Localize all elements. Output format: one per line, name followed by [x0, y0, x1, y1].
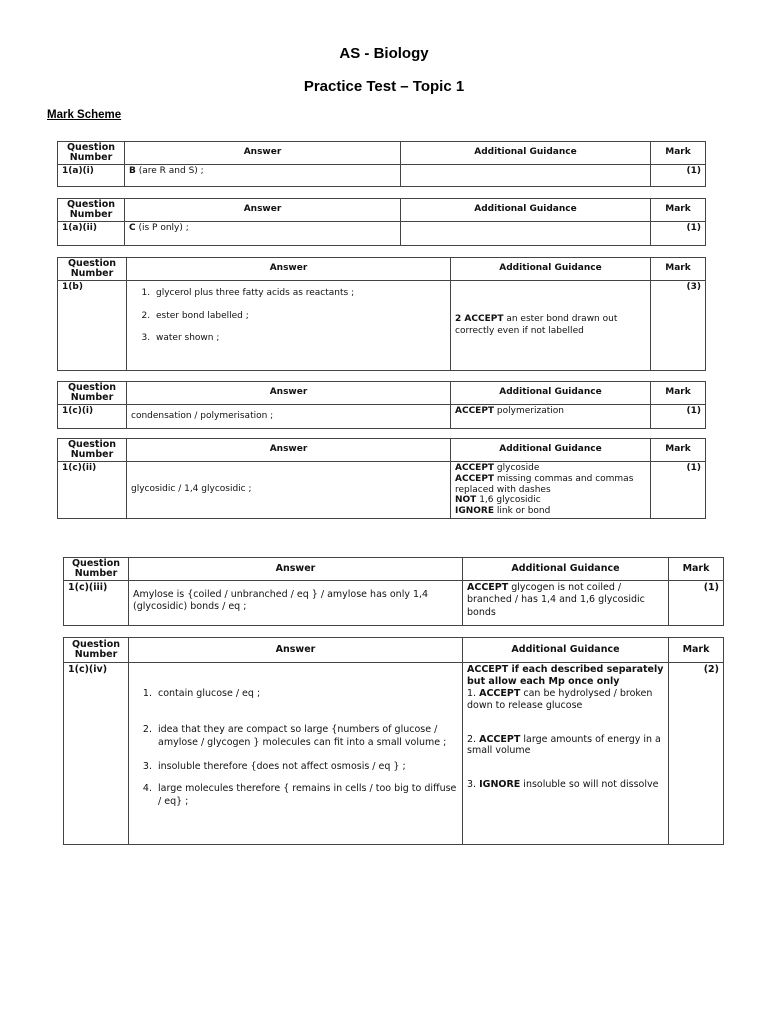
answer-item: 4. large molecules therefore { remains in cells / too big to diffuse / eq} ;	[155, 783, 458, 808]
header-guidance: Additional Guidance	[451, 382, 651, 405]
guidance-keyword: ACCEPT	[455, 463, 495, 473]
answer-cell: Amylose is {coiled / unbranched / eq } / amylose has only 1,4 (glycosidic) bonds / eq ;	[129, 581, 463, 626]
guidance-keyword: ACCEPT	[479, 687, 521, 699]
header-guidance: Additional Guidance	[463, 558, 669, 581]
guidance-num: 3.	[467, 779, 477, 791]
answer-cell: condensation / polymerisation ;	[127, 405, 451, 429]
question-number: 1(b)	[58, 281, 127, 371]
header-mark: Mark	[669, 638, 724, 663]
header-question-number: Question Number	[64, 558, 129, 581]
question-number: 1(c)(ii)	[58, 462, 127, 519]
guidance-keyword: ACCEPT	[455, 406, 495, 416]
header-answer: Answer	[125, 199, 401, 222]
header-mark: Mark	[651, 439, 706, 462]
table-q1civ	[63, 637, 724, 845]
guidance-line	[467, 734, 664, 758]
guidance-num: 1.	[467, 687, 477, 699]
header-question-number: Question Number	[58, 199, 125, 222]
answer-list	[133, 688, 458, 808]
header-question-number: Question Number	[58, 142, 125, 165]
header-question-number: Question Number	[58, 382, 127, 405]
guidance-cell	[451, 281, 651, 371]
question-number: 1(c)(iv)	[64, 663, 129, 845]
answer-list	[131, 288, 446, 345]
answer-cell	[125, 222, 401, 246]
guidance-text: link or bond	[494, 506, 551, 517]
guidance-text: 1,6 glycosidic	[476, 495, 541, 506]
page-subtitle: Practice Test – Topic 1	[303, 78, 465, 95]
answer-cell: glycosidic / 1,4 glycosidic ;	[127, 462, 451, 519]
question-number: 1(c)(iii)	[64, 581, 129, 626]
mark-cell: (1)	[669, 581, 724, 626]
guidance-line	[455, 495, 646, 506]
answer-item: 3. water shown ;	[153, 333, 446, 345]
header-answer: Answer	[127, 258, 451, 281]
guidance-keyword: ACCEPT	[467, 582, 509, 593]
question-number: 1(a)(ii)	[58, 222, 125, 246]
header-guidance: Additional Guidance	[451, 258, 651, 281]
answer-cell	[129, 663, 463, 845]
guidance-text: polymerization	[494, 406, 564, 416]
guidance-text: glycoside	[494, 463, 540, 473]
guidance-text: missing commas and commas replaced with dashes	[455, 473, 634, 495]
guidance-text: insoluble so will not dissolve	[520, 779, 659, 791]
question-number: 1(c)(i)	[58, 405, 127, 429]
section-label: Mark Scheme	[47, 109, 122, 121]
guidance-cell	[401, 222, 651, 246]
header-mark: Mark	[651, 199, 706, 222]
guidance-text: glycogen is not coiled / branched / has 1,4 and 1,6 glycosidic bonds	[467, 582, 645, 618]
answer-item: 1. glycerol plus three fatty acids as reactants ;	[153, 288, 446, 300]
guidance-cell	[451, 405, 651, 429]
answer-letter: C	[129, 223, 136, 233]
guidance-cell	[401, 164, 651, 186]
answer-text: (is P only) ;	[135, 223, 189, 233]
guidance-line	[455, 463, 646, 474]
header-mark: Mark	[651, 142, 706, 165]
header-guidance: Additional Guidance	[451, 439, 651, 462]
table-q1ci	[57, 381, 706, 429]
header-answer: Answer	[129, 558, 463, 581]
guidance-keyword: ACCEPT	[479, 733, 521, 745]
guidance-cell	[451, 462, 651, 519]
answer-item: 3. insoluble therefore {does not affect osmosis / eq } ;	[155, 761, 458, 773]
header-guidance: Additional Guidance	[463, 638, 669, 663]
guidance-cell	[463, 581, 669, 626]
answer-cell	[125, 164, 401, 186]
table-q1b	[57, 257, 706, 371]
header-question-number: Question Number	[58, 258, 127, 281]
answer-letter: B	[129, 165, 136, 176]
guidance-keyword: 2 ACCEPT	[455, 313, 504, 324]
mark-cell: (1)	[651, 405, 706, 429]
guidance-keyword: IGNORE	[455, 506, 494, 517]
header-question-number: Question Number	[64, 638, 129, 663]
guidance-line	[455, 506, 646, 517]
guidance-intro: ACCEPT if each described separately but allow each Mp once only	[467, 664, 664, 687]
question-number: 1(a)(i)	[58, 164, 125, 186]
mark-cell: (2)	[669, 663, 724, 845]
header-answer: Answer	[129, 638, 463, 663]
mark-cell: (1)	[651, 222, 706, 246]
guidance-text: can be hydrolysed / broken down to release glucose	[467, 687, 653, 711]
header-answer: Answer	[125, 142, 401, 165]
header-guidance: Additional Guidance	[401, 199, 651, 222]
guidance-keyword: IGNORE	[479, 779, 521, 791]
guidance-line	[467, 688, 664, 712]
guidance-keyword: NOT	[455, 495, 477, 506]
header-question-number: Question Number	[58, 439, 127, 462]
answer-item: 1. contain glucose / eq ;	[155, 688, 458, 700]
answer-item: 2. ester bond labelled ;	[153, 311, 446, 323]
header-answer: Answer	[127, 382, 451, 405]
header-mark: Mark	[669, 558, 724, 581]
answer-text: (are R and S) ;	[135, 165, 204, 176]
answer-item: 2. idea that they are compact so large {numbers of glucose / amylose / glycogen } molecules can fit into a small volume ;	[155, 724, 458, 749]
mark-cell: (1)	[651, 164, 706, 186]
guidance-keyword: ACCEPT	[455, 473, 495, 484]
mark-cell: (1)	[651, 462, 706, 519]
guidance-cell	[463, 663, 669, 845]
guidance-text: an ester bond drawn out correctly even if not labelled	[455, 313, 618, 336]
guidance-num: 2.	[467, 733, 477, 745]
mark-cell: (3)	[651, 281, 706, 371]
table-q1ai	[57, 141, 706, 187]
table-q1cii	[57, 438, 706, 519]
answer-cell	[127, 281, 451, 371]
guidance-line	[455, 474, 646, 496]
guidance-line	[467, 779, 664, 791]
header-mark: Mark	[651, 382, 706, 405]
table-q1ciii	[63, 557, 724, 626]
guidance-text: large amounts of energy in a small volume	[467, 733, 661, 757]
header-answer: Answer	[127, 439, 451, 462]
page-title: AS - Biology	[339, 45, 429, 62]
header-mark: Mark	[651, 258, 706, 281]
table-q1aii	[57, 198, 706, 246]
header-guidance: Additional Guidance	[401, 142, 651, 165]
